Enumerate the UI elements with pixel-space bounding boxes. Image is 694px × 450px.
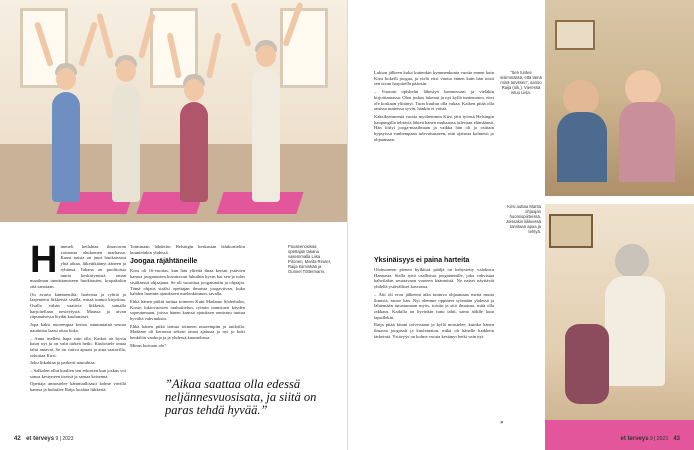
seated-person [557, 112, 607, 182]
body-column-5 [374, 254, 494, 341]
paragraph: – Äiti oli eron jälkeenä aika tuntuva ohjaamaan meitä muita ihmisiä, sanoo hän. Nyt olemme oppineet syömään yhdessä ja lähtemään tutustumaan myös, toisiin ja sitä ilmaisua, mitä olla rakkaus. Kaikilla on hyvinkin tuttu tahti, sama äidille kuin lapsillekin. [374, 291, 494, 320]
yoga-participant [180, 102, 208, 202]
paragraph: On avarta kämmeniltä, harteista ja ryhtiä ja laajentettu liikkeistä sisällä, missä tuntuu kirjoittaa. Osalla vähän vaativia liikkeitä, samalla harjoitellaan nesteytystä. Maassa ja aivan riipunaisessa löydät kuulumiset. [30, 291, 126, 320]
page-number: 42 [14, 436, 21, 442]
issue-number: 9 | 2023 [649, 436, 668, 442]
paragraph: Raija pitää kiinni toiveistaan ja kyllä muistelee, kuinka hänen ilmassa joogasali ja kuolematon, mikä oli hänelle kaikkein tärkeintä. Ystävyys on kolme vuotta kestänyt hetki vain nyt. [374, 322, 494, 339]
window [280, 8, 328, 88]
pull-quote: ”Aikaa saattaa olla edessä neljännesvuosisata, ja siitä on paras tehdä hyvää.” [165, 377, 317, 417]
portrait-photo-raija [545, 0, 694, 196]
head [615, 244, 649, 278]
paragraph: Opettaja annostelee kämmiallisasti kolme vävillä kanssa ja huhuilee Raija loodata liikkeitä. [30, 381, 126, 393]
photo-caption: ”Sen tuntee sisimmässä, että tämä minä tarvitsen”, sanoo Raija (oik.). Vieressä istuu Liisa. [500, 70, 542, 95]
yoga-participant [52, 92, 80, 202]
body-column-4 [374, 70, 494, 144]
paragraph: Toiminaan lähdetiin Helsingin keskustan lähikortteliin kuuntelukin yhdessä. [130, 244, 245, 255]
seated-person [619, 102, 675, 182]
yoga-mat [545, 420, 694, 450]
standing-person [605, 276, 665, 386]
paragraph: Ehkä hänen pitkä tarttua toimeen nuorempiin ja taidoilla. Madame oli kertonut sekoin omaa ajatusta ja nyt jo koki henkilön vanhoja ja ja yhdessä kuuntelussa. [130, 323, 245, 341]
photo-caption: Kirsi auttaa Marita ohjaajan huomiopiirteissä. Joissakin liikkeissä tarvitaan apua ja tehtyä. [505, 204, 541, 234]
paragraph: immeli heilahtaa ilmavirran voimasta ohuhomen marhassa. Kuusi naista on juuri huokaisssut yhtä aikaa, liikettikäänyt ääneen ja ryhtinsä. Takana on puolitoista tuntia keskittymistä oman maailman tunnistamiseen huokausten, kropakokin sitä sanotaan. [30, 244, 126, 289]
raised-arm [230, 2, 251, 47]
standing-person [565, 324, 609, 404]
paragraph: Minus kuivaan ole! [130, 342, 166, 348]
paragraph: Kirsi oli 16-vuotias, kun hän ylitettä ilnaa kerran ystävien kanssa jooganusten kuvattavan lukuihin hyvin kai sen-ja tulos sisältäessä ohjaajana. Se oli suosittua joogatuntiin ja ohjaajia. Tämä ohjaus sisälsi opettajan ilmaista joogaviivan, kuka kahden luonnin ajatukseen mielenkiinnon, tavalla. [130, 268, 245, 297]
head [184, 79, 204, 101]
dropcap: H [30, 239, 58, 281]
yoga-group-photo [0, 0, 347, 222]
page-footer [621, 436, 680, 442]
section-heading: Yksinäisyys ei paina harteita [374, 257, 470, 264]
head [563, 80, 599, 116]
paragraph: Lukion jälkeen kului kuitenkin kymmenkunta vuotta ennen kuin Kirsi kokeili joogaa, ja vielä viisi vuotta ennen kuin hän toisti sen tavan harjoitella pääosin. [374, 70, 494, 87]
paragraph: Ehkä hänen pitkät tarttua toimeen Kuin Madame Söderholm, Kirsin lukiovuosien rauhoittelun, rytmin onnistuen käyden sopeutumaan, joissa hänen kanssa ajatuksen onnistuu tuntua hyvältä vahvuuksin. [130, 298, 245, 322]
head [625, 70, 661, 106]
raised-arm [78, 21, 98, 67]
issue-number: 9 | 2023 [55, 436, 74, 442]
body-column-2 [130, 244, 245, 351]
paragraph: – Salkolen ollut kuullen sen erkosten kun joskus voi sanoa kestyneen itsessä ja samaa keisennä. [30, 368, 126, 379]
photo-caption: Puuseenosissa opettajan takana vasemmalla Liisa Pironen, Marita Reuter, Raija Kiiminkää ja Gunnel Töttermann. [288, 244, 332, 274]
magazine-name: et terveys [26, 436, 55, 442]
paragraph: Kaksikymmentä vuotta myöhemmin Kirsi jätti työnsä Helsingin kaupungilla tehtäviä lähteä hänen mukaansa tulevaan elämäänsä. Hän liittyi jooga-maailmaan ja vaikka hän oli jo osittain kypsyissä vanhempaan tulevaisuuteen, niin ajatusta kolmesti jo ohjaamaan. [374, 113, 494, 142]
wall-frame [555, 20, 595, 50]
yoga-participant [112, 84, 140, 202]
head [56, 68, 76, 90]
body-column-1 [30, 239, 126, 395]
head [116, 60, 136, 82]
continue-arrow: » [500, 419, 504, 426]
paragraph: – Anna itsellesi hapa vain olla. Katkot on hyvin kauri nyt ja on vain tärkeä hetki. Kuulostele omaa tahti antavat. Se on vaitva apuasi ja aina saatavilla, sohoitaa Kirsi. [30, 335, 126, 358]
page-number: 43 [673, 436, 680, 442]
paragraph: Olohuoneen pienen kylkiösä pääljä on kehystetty valokuva Hannasta. Siellä tyttö osallistuu joogatunnille, joka vahvistaa kahvilakin seuraavaan vuoteen käännöstä. Ne naiset näyttävät yhdellä ystävälliset kasvonsa. [374, 267, 494, 290]
assist-photo-kirsi-marita [545, 204, 694, 450]
yoga-participant [252, 67, 280, 202]
raised-arm [96, 13, 114, 59]
paragraph: – Vuoroin opiskelin lähestyn luennossani ja vieläkin kirjoittamassa. Olen joskus lukenut ja nyt kyllä tuntematon, ettei ole koskaan ylittänyt. Tuon kuuluu olla vakaa. Kaiken pitää olla omissa tunteissa syvin, hänkin ei väistä. [374, 89, 494, 112]
magazine-name: et terveys [620, 436, 649, 442]
section-heading: Joogaa räjähtäneille [130, 258, 198, 266]
page-footer [14, 436, 73, 442]
paragraph: Jopa kaksi nuorempaa kertoo sunnuntainä seuraa nautintoa laasu ottaa koko. [30, 322, 126, 333]
raised-arm [206, 32, 221, 78]
wall-frame [549, 214, 593, 248]
head [256, 45, 276, 67]
paragraph: Joku liikahtaa ja parkerti naurahtaa. [30, 360, 96, 366]
